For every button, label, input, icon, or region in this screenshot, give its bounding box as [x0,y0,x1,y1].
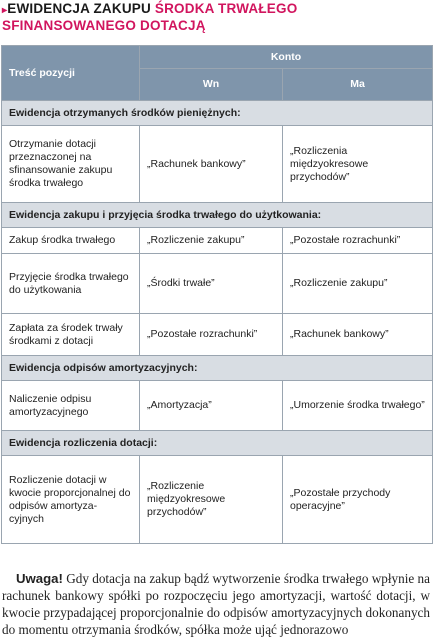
header-position: Treść pozycji [2,46,140,101]
row-wn: „Środki trwałe” [140,254,283,314]
note-text: Gdy dotacja na zakup bądź wytworzenie środka trwałego wpłynie na rachunek bankowy spółki po rozpoczęciu jego amortyzacji, wartość dotacji, w kwocie przypadającej proporcjonalnie do odpisów amortyzacyjnych dokonanych do momentu otrzymania środków, spółka może ująć jednorazowo [2,571,430,637]
note-paragraph [2,570,430,638]
row-description: Zapłata za środek trwały środkami z dotacji [2,314,140,356]
row-ma: „Rozliczenie zakupu” [283,254,433,314]
section-title: Ewidencja otrzymanych środków pieniężnych: [2,101,433,126]
section-title: Ewidencja odpisów amortyzacyjnych: [2,356,433,381]
row-ma: „Rachunek bankowy” [283,314,433,356]
row-ma: „Pozostałe przychody operacyjne” [283,456,433,544]
row-description: Przyjęcie środka trwałego do użytkowania [2,254,140,314]
section-title: Ewidencja rozliczenia dotacji: [2,431,433,456]
row-wn: „Pozostałe rozrachunki” [140,314,283,356]
note-label: Uwaga! [16,571,63,586]
title-part-1: EWIDENCJA ZAKUPU [7,1,155,16]
row-ma: „Umorzenie środka trwałego” [283,381,433,431]
row-description: Rozliczenie dotacji w kwocie proporcjonalnej do odpisów amortyza-cyjnych [2,456,140,544]
section-title: Ewidencja zakupu i przyjęcia środka trwałego do użytkowania: [2,203,433,228]
header-konto: Konto [140,46,433,69]
title-bullet: ▸ [2,5,8,16]
accounting-table [1,45,433,544]
row-description: Naliczenie odpisu amortyzacyjnego [2,381,140,431]
title-part-2: ŚRODKA TRWAŁEGO [154,1,298,16]
document-title [2,1,432,33]
header-ma: Ma [283,69,433,101]
row-description: Zakup środka trwałego [2,228,140,254]
title-part-3: SFINANSOWANEGO DOTACJĄ [2,18,206,33]
header-wn: Wn [140,69,283,101]
row-wn: „Rachunek bankowy” [140,126,283,203]
row-wn: „Amortyzacja” [140,381,283,431]
row-ma: „Rozliczenia międzyokresowe przychodów” [283,126,433,203]
row-description: Otrzymanie dotacji przeznaczonej na sfinansowanie zakupu środka trwałego [2,126,140,203]
row-ma: „Pozostałe rozrachunki” [283,228,433,254]
row-wn: „Rozliczenie międzyokresowe przychodów” [140,456,283,544]
row-wn: „Rozliczenie zakupu” [140,228,283,254]
